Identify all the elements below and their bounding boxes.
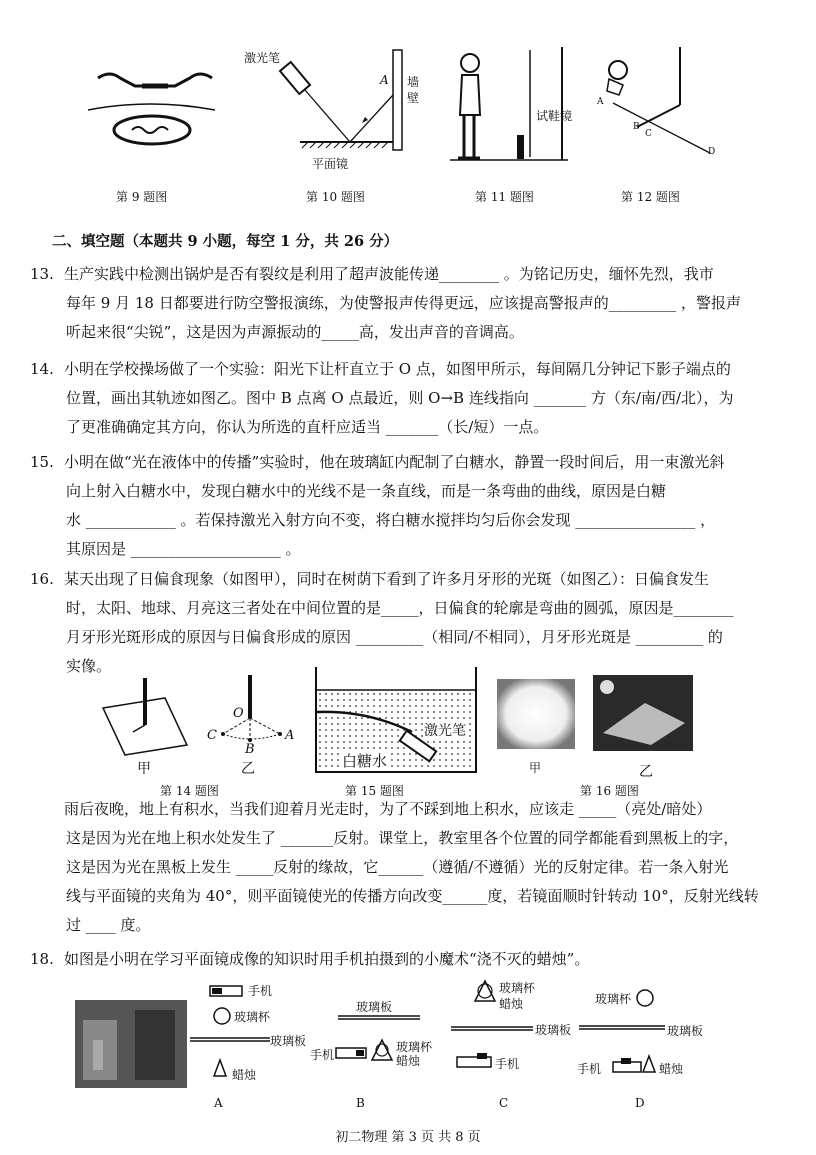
mirror-label: 平面镜 (312, 157, 349, 171)
shoe-mirror-drawing (440, 45, 580, 165)
option-b-diagram (310, 980, 460, 1110)
q17-line-5: 过 ____ 度。 (66, 916, 151, 934)
q14-line-3: 了更准确确定其方向，你认为所选的直杆应适当 _______（长/短）一点。 (66, 418, 549, 436)
q17-line-2: 这是因为光在地上积水处发生了 _______反射。课堂上，教室里各个位置的同学都能看到黑板上的字， (66, 829, 739, 847)
c-cup-label: 玻璃杯 (499, 981, 536, 995)
question-number: 13. (30, 265, 54, 283)
b-phone-label: 手机 (310, 1048, 335, 1062)
d-phone-label: 手机 (577, 1062, 602, 1076)
fig14-label-yi: 乙 (241, 761, 255, 777)
fig14-label-o: O (233, 706, 244, 721)
option-d-letter: D (635, 1096, 645, 1110)
question-14 (30, 355, 790, 442)
option-b-letter: B (356, 1096, 365, 1110)
page-footer: 初二物理 第 3 页 共 8 页 (335, 1130, 481, 1145)
point-c: C (645, 129, 652, 139)
question-number: 16. (30, 570, 54, 588)
fig14-label-a: A (285, 728, 295, 743)
q18-line-1: 如图是小明在学习平面镜成像的知识时用手机拍摄到的小魔术“浇不灭的蜡烛”。 (64, 950, 590, 968)
d-glass-label: 玻璃板 (667, 1024, 704, 1038)
a-glass-label: 玻璃板 (270, 1034, 307, 1048)
figure-14 (95, 670, 305, 780)
fig15-laser-label: 激光笔 (424, 720, 466, 740)
c-phone-label: 手机 (495, 1057, 520, 1071)
q15-line-1: 小明在做“光在液体中的传播”实验时，他在玻璃缸内配制了白糖水，静置一段时间后，用一束激光斜 (64, 453, 725, 471)
q16-line-2: 时，太阳、地球、月亮这三者处在中间位置的是_____，日偏食的轮廓是弯曲的圆弧，原因是________ (66, 599, 734, 617)
question-number: 18. (30, 950, 54, 968)
q13-line-3: 听起来很“尖锐”，这是因为声源振动的_____高，发出声音的音调高。 (66, 323, 524, 341)
b-cup-label: 玻璃杯 (396, 1040, 433, 1054)
fig16-label-yi: 乙 (639, 764, 653, 780)
q14-line-2: 位置，画出其轨迹如图乙。图中 B 点离 O 点最近，则 O→B 连线指向 _______ 方（东/南/西/北），为 (66, 389, 734, 407)
figure-16 (495, 675, 695, 785)
q16-line-3: 月牙形光斑形成的原因与日偏食形成的原因 _________（相同/不相同），月牙形光斑是 _________ 的 (66, 628, 723, 646)
figure-10 (240, 45, 430, 175)
fig16-label-jia: 甲 (529, 761, 542, 775)
laser-label: 激光笔 (244, 51, 281, 65)
shadow-experiment-drawing (95, 670, 305, 780)
q17-line-1: 雨后夜晚，地上有积水，当我们迎着月光走时，为了不踩到地上积水，应该走 _____（亮处/暗处） (64, 800, 712, 818)
q16-line-4: 实像。 (66, 657, 112, 675)
point-d: D (708, 147, 716, 157)
fig14-label-c: C (207, 728, 217, 743)
option-c-letter: C (499, 1096, 509, 1110)
point-a: A (597, 97, 604, 107)
q15-line-4: 其原因是 ____________________ 。 (66, 540, 301, 558)
fig14-label-b: B (245, 742, 255, 757)
point-b: B (633, 122, 640, 132)
a-phone-label: 手机 (248, 984, 273, 998)
fig14-label-jia: 甲 (137, 761, 151, 777)
sugar-water-tank-drawing (312, 662, 502, 777)
point-a-label: A (380, 73, 389, 87)
figure-10-caption: 第 10 题图 (306, 190, 365, 204)
q15-line-3: 水 ____________ 。若保持激光入射方向不变，将白糖水搅拌均匀后你会发现 ________________ ， (66, 511, 716, 529)
d-cup-label: 玻璃杯 (595, 992, 632, 1006)
shoe-mirror-label: 试鞋镜 (536, 109, 573, 123)
question-17 (30, 795, 790, 940)
question-18 (30, 945, 790, 974)
c-candle-label: 蜡烛 (499, 997, 524, 1011)
fig15-water-label: 白糖水 (342, 752, 388, 770)
wall-label-2: 壁 (407, 91, 420, 105)
q15-line-2: 向上射入白糖水中，发现白糖水中的光线不是一条直线，而是一条弯曲的曲线，原因是白糖 (66, 482, 667, 500)
a-candle-label: 蜡烛 (232, 1068, 257, 1082)
figure-12 (585, 45, 735, 165)
option-d-diagram (575, 980, 725, 1110)
figure-15-caption: 第 15 题图 (345, 784, 404, 798)
figure-11-caption: 第 11 题图 (475, 190, 534, 204)
q17-line-4: 线与平面镜的夹角为 40°，则平面镜使光的传播方向改变______度，若镜面顺时针转动 10°，反射光线转 (66, 887, 759, 905)
q14-line-1: 小明在学校操场做了一个实验：阳光下让杆直立于 O 点，如图甲所示，每间隔几分钟记下影子端点的 (64, 360, 731, 378)
boiler-drawing (80, 60, 220, 160)
figure-16-caption: 第 16 题图 (580, 784, 639, 798)
q13-line-1: 生产实践中检测出锅炉是否有裂纹是利用了超声波能传递________ 。为铭记历史，缅怀先烈，我市 (64, 265, 714, 283)
figure-14-caption: 第 14 题图 (160, 784, 219, 798)
question-number: 14. (30, 360, 54, 378)
figure-12-caption: 第 12 题图 (621, 190, 680, 204)
q13-line-2: 每年 9 月 18 日都要进行防空警报演练，为使警报声传得更远，应该提高警报声的_________ ，警报声 (66, 294, 741, 312)
wall-label-1: 墙 (407, 75, 420, 89)
figure-9-caption: 第 9 题图 (116, 190, 168, 204)
a-cup-label: 玻璃杯 (234, 1010, 271, 1024)
c-glass-label: 玻璃板 (535, 1023, 572, 1037)
option-a-diagram (190, 980, 310, 1110)
b-glass-label: 玻璃板 (356, 1000, 393, 1014)
option-c-diagram (445, 975, 595, 1110)
eclipse-photos (495, 675, 695, 755)
option-a-letter: A (214, 1096, 223, 1110)
question-number: 15. (30, 453, 54, 471)
q16-line-1: 某天出现了日偏食现象（如图甲），同时在树荫下看到了许多月牙形的光斑（如图乙）：日偏食发生 (64, 570, 710, 588)
figure-11 (440, 45, 580, 165)
figure-9 (80, 60, 220, 160)
b-candle-label: 蜡烛 (396, 1054, 421, 1068)
figure-15 (312, 662, 502, 777)
question-15 (30, 448, 790, 564)
section-title: 二、填空题（本题共 9 小题，每空 1 分，共 26 分） (52, 233, 399, 250)
magic-photo (75, 1000, 187, 1088)
question-13 (30, 260, 790, 347)
d-candle-label: 蜡烛 (659, 1062, 684, 1076)
q17-line-3: 这是因为光在黑板上发生 _____反射的缘故，它______（遵循/不遵循）光的反射定律。若一条入射光 (66, 858, 729, 876)
